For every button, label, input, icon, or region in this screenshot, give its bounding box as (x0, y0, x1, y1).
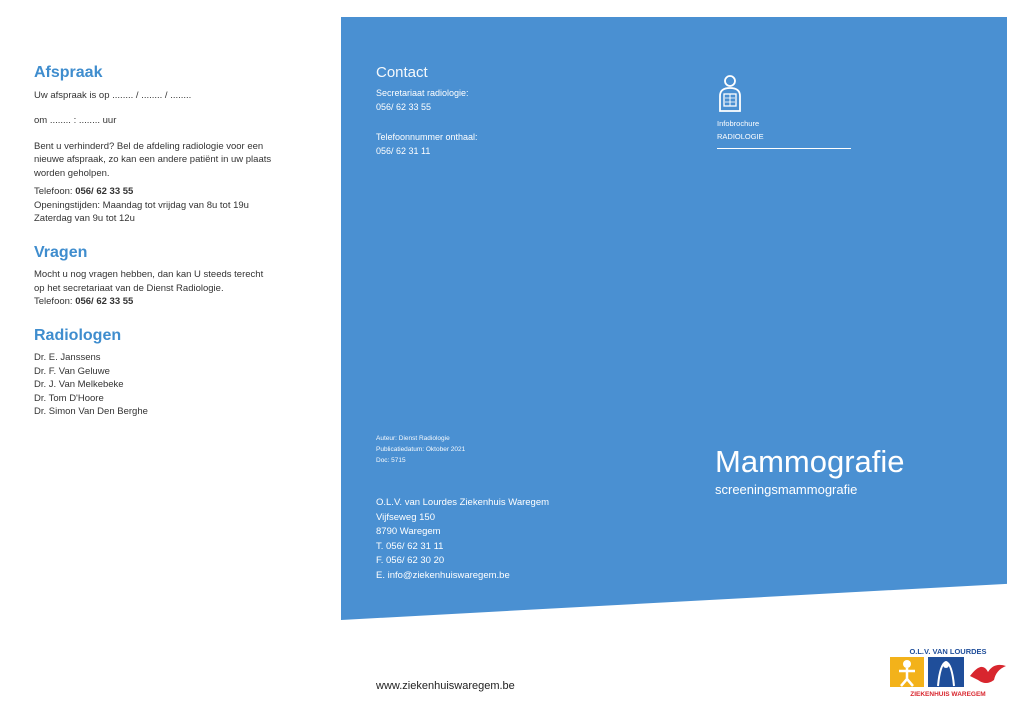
secretariaat-phone: 056/ 62 33 55 (376, 102, 432, 112)
author: Auteur: Dienst Radiologie (376, 435, 450, 442)
telephone: T. 056/ 62 31 11 (376, 540, 444, 552)
doctor-name: Dr. J. Van Melkebeke (34, 379, 124, 390)
hospital-address (376, 496, 549, 584)
patient-xray-icon (717, 74, 743, 112)
street: Vijfseweg 150 (376, 511, 435, 523)
contact-block (376, 66, 478, 158)
secretariaat-label: Secretariaat radiologie: (376, 88, 469, 98)
vragen-heading: Vragen (34, 243, 88, 261)
vragen-phone: Telefoon: 056/ 62 33 55 (34, 296, 134, 307)
brochure-subtitle: screeningsmammografie (715, 482, 858, 497)
opening-hours: Openingstijden: Maandag tot vrijdag van 8u tot 19u (34, 199, 249, 211)
appointment-date-line: Uw afspraak is op ........ / ........ / ........ (34, 89, 192, 101)
infobrochure-department: RADIOLOGIE (717, 132, 764, 141)
infobrochure-block (717, 74, 851, 149)
email: E. info@ziekenhuiswaregem.be (376, 569, 510, 581)
website-link[interactable]: www.ziekenhuiswaregem.be (376, 680, 515, 692)
publication-meta (376, 433, 465, 466)
doc-number: Doc: 5715 (376, 457, 406, 464)
fax: F. 056/ 62 30 20 (376, 555, 445, 567)
brochure-title: Mammografie (715, 444, 905, 479)
doctor-name: Dr. F. Van Geluwe (34, 365, 110, 377)
divider (717, 148, 851, 149)
doctor-name: Dr. Tom D'Hoore (34, 392, 104, 404)
onthaal-label: Telefoonnummer onthaal: (376, 132, 478, 142)
opening-hours-saturday: Zaterdag van 9u tot 12u (34, 213, 135, 224)
afspraak-text: Bent u verhinderd? Bel de afdeling radiologie voor een (34, 140, 264, 152)
brochure-title-block (715, 444, 905, 497)
vragen-section (34, 243, 304, 309)
logo-bottom-text: ZIEKENHUIS WAREGEM (910, 691, 986, 698)
hospital-name: O.L.V. van Lourdes Ziekenhuis Waregem (376, 497, 550, 508)
radiologen-section (34, 326, 304, 419)
left-column (34, 66, 304, 439)
afspraak-phone: Telefoon: 056/ 62 33 55 (34, 186, 134, 197)
afspraak-section (34, 66, 304, 226)
appointment-time-line: om ........ : ........ uur (34, 115, 117, 126)
doctor-name: Dr. Simon Van Den Berghe (34, 406, 148, 417)
infobrochure-label: Infobrochure (717, 119, 760, 128)
doctor-name: Dr. E. Janssens (34, 352, 101, 363)
radiologen-heading: Radiologen (34, 326, 122, 344)
hospital-logo (890, 646, 1006, 698)
afspraak-text: worden geholpen. (34, 167, 110, 179)
publication-date: Publicatiedatum: Oktober 2021 (376, 446, 466, 453)
contact-heading: Contact (376, 64, 428, 81)
afspraak-heading: Afspraak (34, 64, 103, 81)
vragen-text: op het secretariaat van de Dienst Radiologie. (34, 282, 224, 294)
vragen-text: Mocht u nog vragen hebben, dan kan U steeds terecht (34, 269, 264, 280)
onthaal-phone: 056/ 62 31 11 (376, 146, 431, 156)
logo-top-text: O.L.V. VAN LOURDES (909, 647, 987, 656)
afspraak-text: nieuwe afspraak, zo kan een andere patiënt in uw plaats (34, 154, 272, 165)
city: 8790 Waregem (376, 526, 441, 538)
